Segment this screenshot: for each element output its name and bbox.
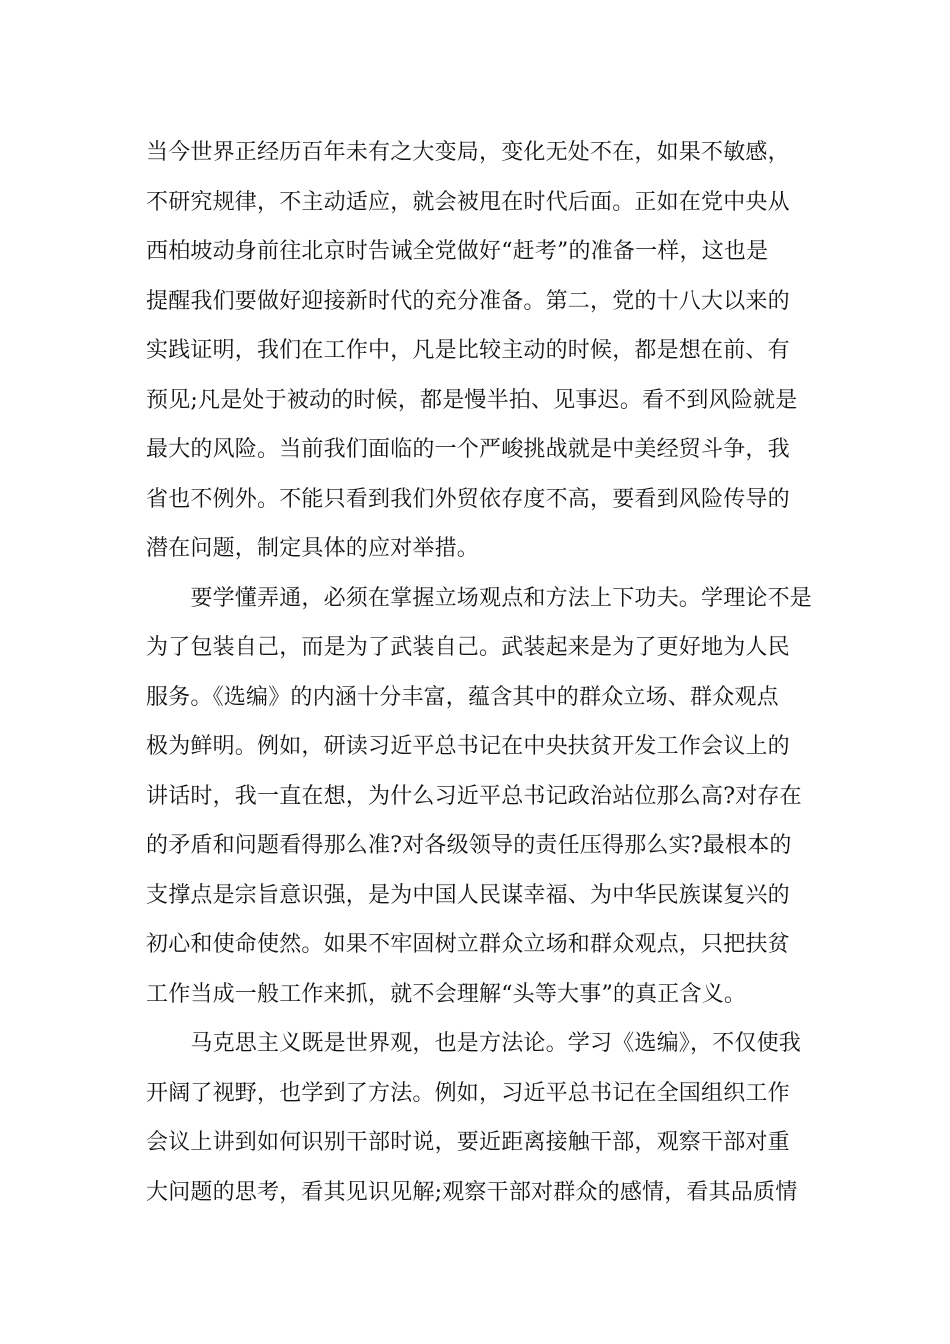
text-line: 实践证明，我们在工作中，凡是比较主动的时候，都是想在前、有 bbox=[146, 338, 790, 363]
text-line: 支撑点是宗旨意识强，是为中国人民谋幸福、为中华民族谋复兴的 bbox=[146, 882, 790, 908]
text-line: 初心和使命使然。如果不牢固树立群众立场和群众观点，只把扶贫 bbox=[146, 932, 790, 957]
text-line: 潜在问题，制定具体的应对举措。 bbox=[146, 536, 480, 561]
text-line: 会议上讲到如何识别干部时说，要近距离接触干部，观察干部对重 bbox=[146, 1130, 790, 1155]
text-line: 省也不例外。不能只看到我们外贸依存度不高，要看到风险传导的 bbox=[146, 486, 790, 512]
text-line: 不研究规律，不主动适应，就会被甩在时代后面。正如在党中央从 bbox=[146, 189, 790, 215]
text-line: 大问题的思考，看其见识见解;观察干部对群众的感情，看其品质情 bbox=[146, 1179, 798, 1205]
text-line: 西柏坡动身前往北京时告诫全党做好“赶考”的准备一样，这也是 bbox=[146, 239, 769, 264]
text-line: 的矛盾和问题看得那么准?对各级领导的责任压得那么实?最根本的 bbox=[146, 833, 792, 858]
text-line: 开阔了视野，也学到了方法。例如，习近平总书记在全国组织工作 bbox=[146, 1080, 790, 1106]
text-line: 为了包装自己，而是为了武装自己。武装起来是为了更好地为人民 bbox=[146, 635, 790, 660]
text-line: 讲话时，我一直在想，为什么习近平总书记政治站位那么高?对存在 bbox=[146, 783, 802, 809]
paragraph-start-line: 马克思主义既是世界观，也是方法论。学习《选编》，不仅使我 bbox=[146, 1031, 802, 1056]
body-text bbox=[146, 128, 818, 1217]
text-line: 工作当成一般工作来抓，就不会理解“头等大事”的真正含义。 bbox=[146, 981, 747, 1007]
paragraph-start-line: 要学懂弄通，必须在掌握立场观点和方法上下功夫。学理论不是 bbox=[146, 585, 813, 611]
text-line: 预见;凡是处于被动的时候，都是慢半拍、见事迟。看不到风险就是 bbox=[146, 387, 798, 413]
text-line: 极为鲜明。例如，研读习近平总书记在中央扶贫开发工作会议上的 bbox=[146, 734, 790, 759]
text-line: 当今世界正经历百年未有之大变局，变化无处不在，如果不敏感， bbox=[146, 140, 790, 165]
text-line: 最大的风险。当前我们面临的一个严峻挑战就是中美经贸斗争，我 bbox=[146, 437, 790, 462]
text-line: 服务。《选编》的内涵十分丰富，蕴含其中的群众立场、群众观点 bbox=[146, 684, 779, 710]
text-line: 提醒我们要做好迎接新时代的充分准备。第二，党的十八大以来的 bbox=[146, 288, 790, 314]
